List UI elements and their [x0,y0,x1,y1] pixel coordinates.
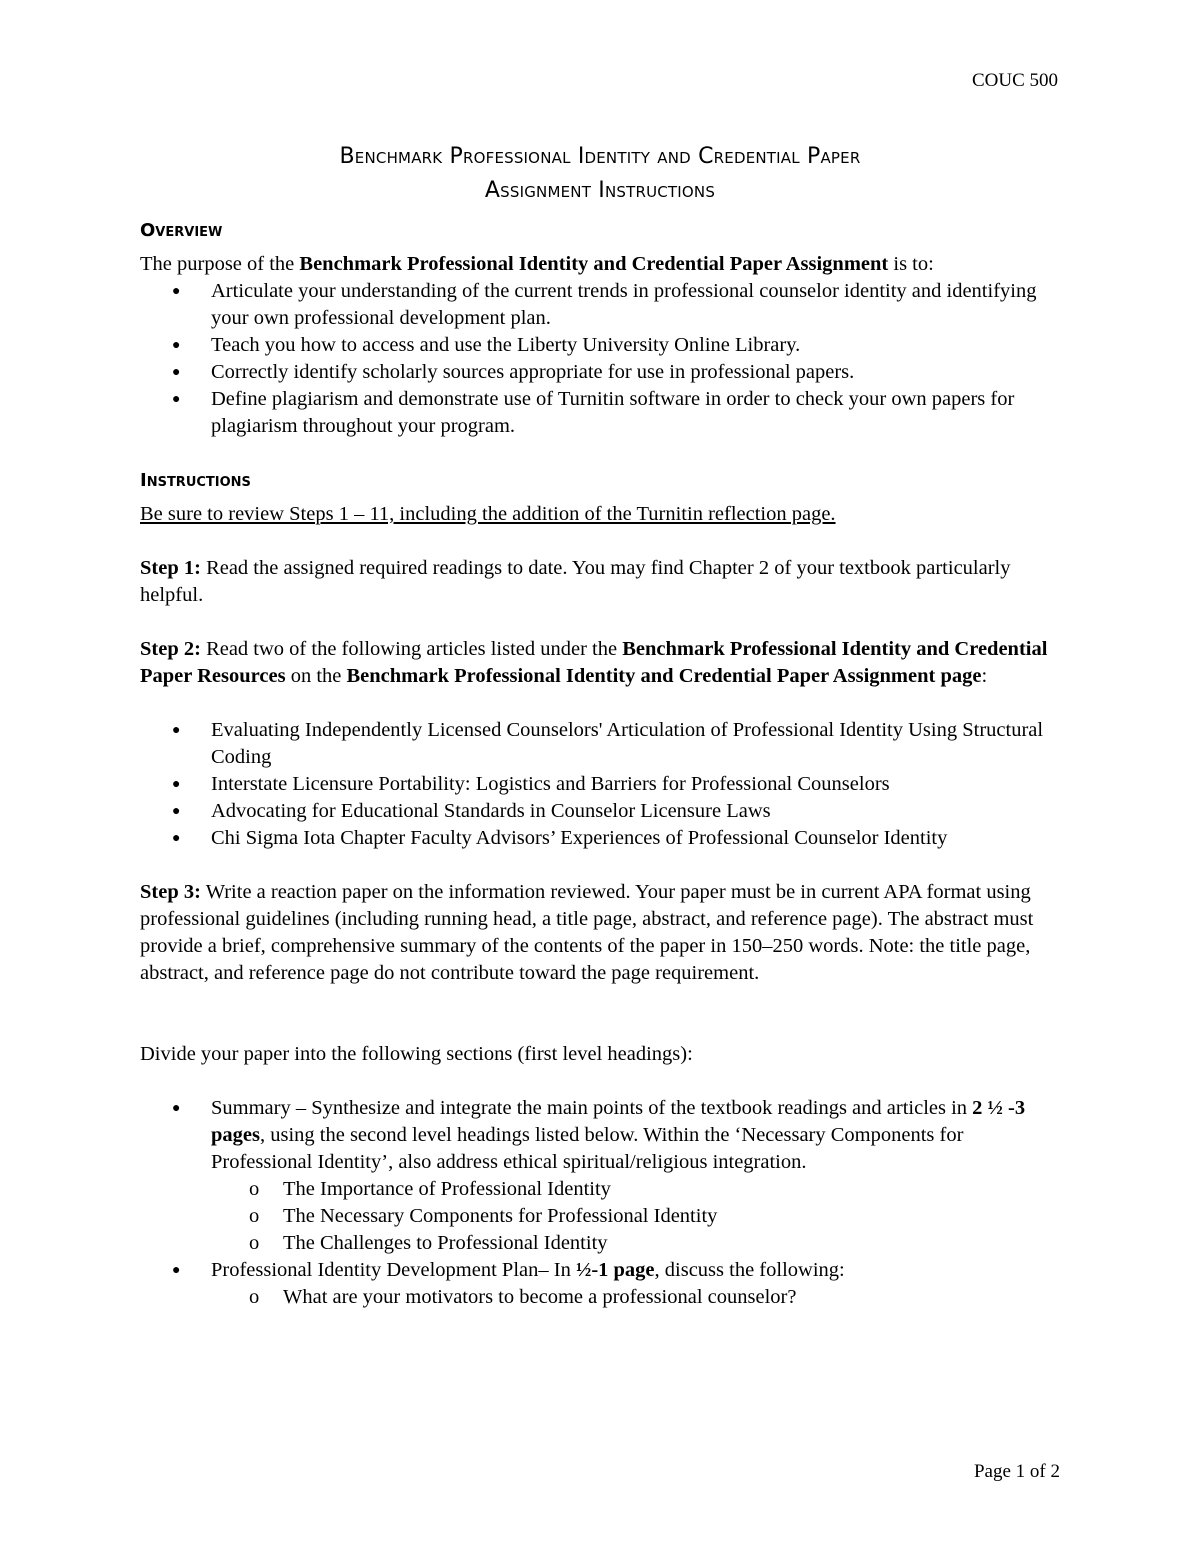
overview-heading: Overview [140,220,223,241]
article-item: ● Interstate Licensure Portability: Logistics and Barriers for Professional Counselors [140,771,1062,798]
review-steps-note: Be sure to review Steps 1 – 11, including the addition of the Turnitin reflection page. [140,503,836,525]
page-number: Page 1 of 2 [973,1461,1060,1482]
overview-intro: The purpose of the Benchmark Professional Identity and Credential Paper Assignment is to: [140,253,934,275]
assignment-name: Benchmark Professional Identity and Credential Paper Assignment [299,253,889,275]
divide-sections-text: Divide your paper into the following sections (first level headings): [140,1043,693,1065]
article-item: ● Advocating for Educational Standards in Counselor Licensure Laws [140,798,1062,825]
sub-list-item: o What are your motivators to become a professional counselor? [140,1284,1062,1311]
document-title [140,140,1060,208]
document-body [140,217,1062,1311]
section-list [140,1095,1062,1311]
list-item: ● Articulate your understanding of the current trends in professional counselor identity and identifying your own professional development plan. [140,278,1062,332]
title-line-1: Benchmark Professional Identity and Credential Paper [339,144,861,169]
article-list [140,717,1062,852]
article-item: ● Chi Sigma Iota Chapter Faculty Advisors’ Experiences of Professional Counselor Identity [140,825,1062,852]
article-item: ● Evaluating Independently Licensed Counselors' Articulation of Professional Identity Using Structural Coding [140,717,1062,771]
title-line-2: Assignment Instructions [484,178,716,203]
step-2-label: Step 2: [140,638,201,660]
list-item: ● Teach you how to access and use the Liberty University Online Library. [140,332,1062,359]
step-1: Step 1: Read the assigned required readings to date. You may find Chapter 2 of your textbook particularly helpful. [140,557,1011,606]
instructions-heading: Instructions [140,470,251,491]
sub-list-item: o The Necessary Components for Professional Identity [140,1203,1062,1230]
step-3: Step 3: Write a reaction paper on the information reviewed. Your paper must be in current APA format using professional guidelines (including running head, a title page, abstract, and reference page). The abstract must provide a brief, comprehensive summary of the contents of the paper in 150–250 words. Note: the title page, abstract, and reference page do not contribute toward the page requirement. [140,881,1034,984]
list-item: ● Correctly identify scholarly sources appropriate for use in professional papers. [140,359,1062,386]
overview-bullet-list [140,278,1062,440]
step-3-label: Step 3: [140,881,201,903]
sub-list-item: o The Challenges to Professional Identity [140,1230,1062,1257]
step-2: Step 2: Read two of the following articles listed under the Benchmark Professional Identity and Credential Paper Resources on the Benchmark Professional Identity and Credential Paper Assignment page: [140,638,1048,687]
summary-section-item: ● Summary – Synthesize and integrate the main points of the textbook readings and articles in 2 ½ -3 pages, using the second level headings listed below. Within the ‘Necessary Components for Professional Identity’, also address ethical spiritual/religious integration. [140,1095,1062,1176]
development-plan-item: ● Professional Identity Development Plan– In ½-1 page, discuss the following: [140,1257,1062,1284]
sub-list-item: o The Importance of Professional Identity [140,1176,1062,1203]
course-code: COUC 500 [971,70,1058,91]
list-item: ● Define plagiarism and demonstrate use of Turnitin software in order to check your own papers for plagiarism throughout your program. [140,386,1062,440]
step-1-label: Step 1: [140,557,201,579]
